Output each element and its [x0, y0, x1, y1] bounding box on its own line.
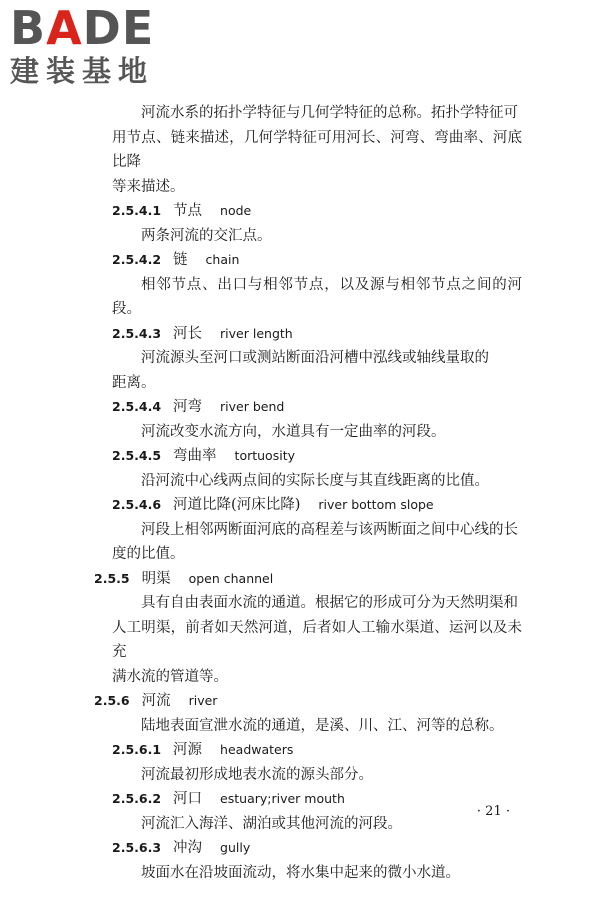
- logo-letter-a: A: [46, 1, 83, 55]
- logo-wordmark: [10, 1, 180, 55]
- term-number: 2.5.6: [94, 693, 130, 708]
- term-english: estuary;river mouth: [220, 791, 345, 806]
- page-number: · 21 ·: [476, 804, 510, 819]
- term-definition: 河流最初形成地表水流的源头部分。: [141, 766, 373, 783]
- term-english: tortuosity: [234, 448, 295, 463]
- term-english: chain: [205, 252, 240, 267]
- term-number: 2.5.4.3: [112, 325, 162, 341]
- term-heading: [112, 444, 522, 469]
- term-heading: [112, 395, 522, 420]
- logo-letter-b: B: [10, 1, 47, 55]
- term-number: 2.5.4.1: [112, 203, 162, 218]
- term-heading: [112, 787, 522, 812]
- logo-subtitle: 建装基地: [10, 54, 155, 88]
- term-chinese: 明渠: [141, 570, 171, 587]
- term-chinese: 河流: [141, 693, 171, 709]
- term-number: 2.5.4.6: [112, 497, 162, 512]
- bade-logo: [10, 1, 180, 88]
- intro-line-3: 等来描述。: [112, 178, 185, 195]
- term-definition: 河流汇入海洋、湖泊或其他河流的河段。: [141, 815, 402, 832]
- term-definition: 具有自由表面水流的通道。根据它的形成可分为天然明渠和: [141, 595, 518, 611]
- term-heading: [94, 689, 522, 714]
- term-chinese: 河源: [173, 742, 203, 758]
- term-english: river bend: [220, 399, 285, 414]
- term-english: gully: [220, 840, 251, 855]
- term-definition: 陆地表面宣泄水流的通道，是溪、川、江、河等的总称。: [141, 717, 504, 734]
- term-definition: 两条河流的交汇点。: [141, 227, 272, 244]
- term-heading: [112, 248, 522, 273]
- term-definition: 沿河流中心线两点间的实际长度与其直线距离的比值。: [141, 472, 489, 489]
- term-chinese: 节点: [173, 203, 203, 219]
- term-english: river bottom slope: [318, 497, 434, 512]
- document-body: [94, 101, 522, 885]
- term-definition: 人工明渠，前者如天然河道，后者如人工输水渠道、运河以及未充: [112, 619, 522, 660]
- term-definition: 河段上相邻两断面河底的高程差与该两断面之间中心线的长: [141, 521, 518, 538]
- term-number: 2.5.5: [94, 570, 130, 586]
- term-number: 2.5.4.4: [112, 399, 162, 414]
- term-chinese: 河弯: [173, 399, 203, 415]
- term-definition: 度的比值。: [112, 546, 185, 562]
- term-definition: 满水流的管道等。: [112, 668, 228, 685]
- term-chinese: 河道比降(河床比降): [173, 497, 301, 513]
- term-definition: 坡面水在沿坡面流动，将水集中起来的微小水道。: [141, 864, 460, 881]
- term-english: open channel: [188, 570, 274, 586]
- term-definition: 河流源头至河口或测站断面沿河槽中泓线或轴线量取的: [141, 350, 489, 366]
- term-chinese: 链: [173, 252, 188, 268]
- term-entries: [94, 199, 522, 885]
- term-heading: [112, 322, 522, 347]
- term-chinese: 弯曲率: [173, 448, 217, 464]
- logo-letters-de: DE: [82, 1, 155, 55]
- term-chinese: 河口: [173, 791, 203, 807]
- intro-line-1: 河流水系的拓扑学特征与几何学特征的总称。拓扑学特征可: [141, 105, 518, 121]
- term-heading: [112, 738, 522, 763]
- intro-line-2: 用节点、链来描述，几何学特征可用河长、河弯、弯曲率、河底比降: [112, 129, 522, 170]
- term-number: 2.5.4.5: [112, 448, 162, 463]
- term-chinese: 河长: [173, 325, 203, 342]
- term-heading: [112, 199, 522, 224]
- term-definition: 河流改变水流方向，水道具有一定曲率的河段。: [141, 423, 446, 440]
- term-number: 2.5.6.2: [112, 791, 162, 806]
- term-definition: 相邻节点、出口与相邻节点，以及源与相邻节点之间的河段。: [112, 276, 522, 317]
- term-chinese: 冲沟: [173, 840, 203, 856]
- term-definition: 距离。: [112, 374, 156, 391]
- term-english: river: [188, 693, 218, 708]
- term-english: river length: [220, 325, 293, 341]
- term-heading: [112, 836, 522, 861]
- term-number: 2.5.4.2: [112, 252, 162, 267]
- term-number: 2.5.6.1: [112, 742, 162, 757]
- term-heading: [112, 493, 522, 518]
- term-heading: [94, 567, 522, 592]
- term-english: headwaters: [220, 742, 294, 757]
- term-english: node: [220, 203, 252, 218]
- term-number: 2.5.6.3: [112, 840, 162, 855]
